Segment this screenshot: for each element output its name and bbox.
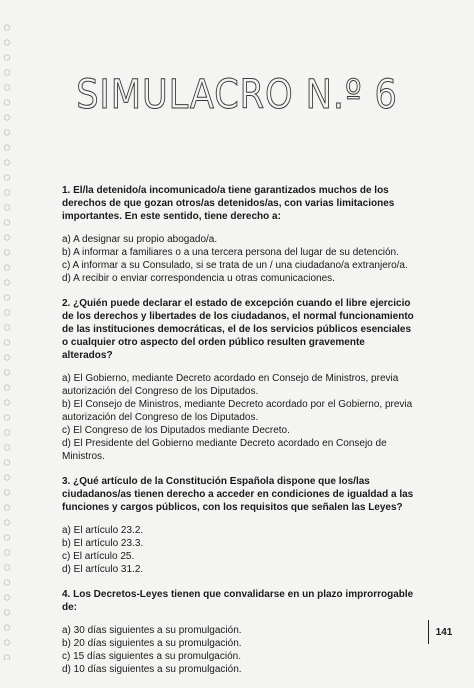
question-4: [62, 588, 418, 676]
option-list: [62, 372, 418, 463]
question-3: [62, 475, 418, 576]
question-2: [62, 297, 418, 463]
option-item: b) 20 días siguientes a su promulgación.: [62, 638, 242, 649]
option-item: c) 15 días siguientes a su promulgación.: [62, 651, 241, 662]
option-item: b) El Consejo de Ministros, mediante Decreto acordado por el Gobierno, previa autorización del Congreso de los Diputados.: [62, 399, 413, 423]
option-item: c) El artículo 25.: [62, 551, 135, 562]
option-item: b) A informar a familiares o a una tercera persona del lugar de su detención.: [62, 247, 399, 258]
option-item: d) A recibir o enviar correspondencia u otras comunicaciones.: [62, 273, 335, 284]
question-text: 2. ¿Quién puede declarar el estado de excepción cuando el libre ejercicio de los derechos y libertades de los ciudadanos, el normal funcionamiento de las instituciones democráticas, el de los servicios públicos esenciales o cualquier otro aspecto del orden público resulten gravemente alterados?: [62, 298, 414, 361]
question-list: [62, 184, 418, 688]
question-text: 4. Los Decretos-Leyes tienen que convalidarse en un plazo improrrogable de:: [62, 589, 414, 613]
option-item: a) 30 días siguientes a su promulgación.: [62, 625, 242, 636]
option-item: d) El artículo 31.2.: [62, 564, 144, 575]
option-item: c) A informar a su Consulado, si se trata de un / una ciudadano/a extranjero/a.: [62, 260, 408, 271]
question-text: 1. El/la detenido/a incomunicado/a tiene garantizados muchos de los derechos de que gozan otros/as detenidos/as, con varias limitaciones importantes. En este sentido, tiene derecho a:: [62, 185, 395, 222]
spiral-binding: [2, 20, 12, 660]
option-item: d) 10 días siguientes a su promulgación.: [62, 664, 242, 675]
page-title: SIMULACRO N.º 6: [76, 72, 398, 118]
option-item: b) El artículo 23.3.: [62, 538, 144, 549]
option-item: a) El artículo 23.2.: [62, 525, 144, 536]
question-text: 3. ¿Qué artículo de la Constitución Española dispone que los/las ciudadanos/as tienen derecho a acceder en condiciones de igualdad a las funciones y cargos públicos, con los requisitos que señalen las Leyes?: [62, 476, 414, 513]
option-item: d) El Presidente del Gobierno mediante Decreto acordado en Consejo de Ministros.: [62, 438, 387, 462]
option-item: a) A designar su propio abogado/a.: [62, 234, 218, 245]
option-list: [62, 624, 418, 676]
option-list: [62, 233, 418, 285]
question-1: [62, 184, 418, 285]
page-number: 141: [428, 620, 459, 644]
option-list: [62, 524, 418, 576]
option-item: a) El Gobierno, mediante Decreto acordado en Consejo de Ministros, previa autorización del Congreso de los Diputados.: [62, 373, 399, 397]
option-item: c) El Congreso de los Diputados mediante Decreto.: [62, 425, 290, 436]
